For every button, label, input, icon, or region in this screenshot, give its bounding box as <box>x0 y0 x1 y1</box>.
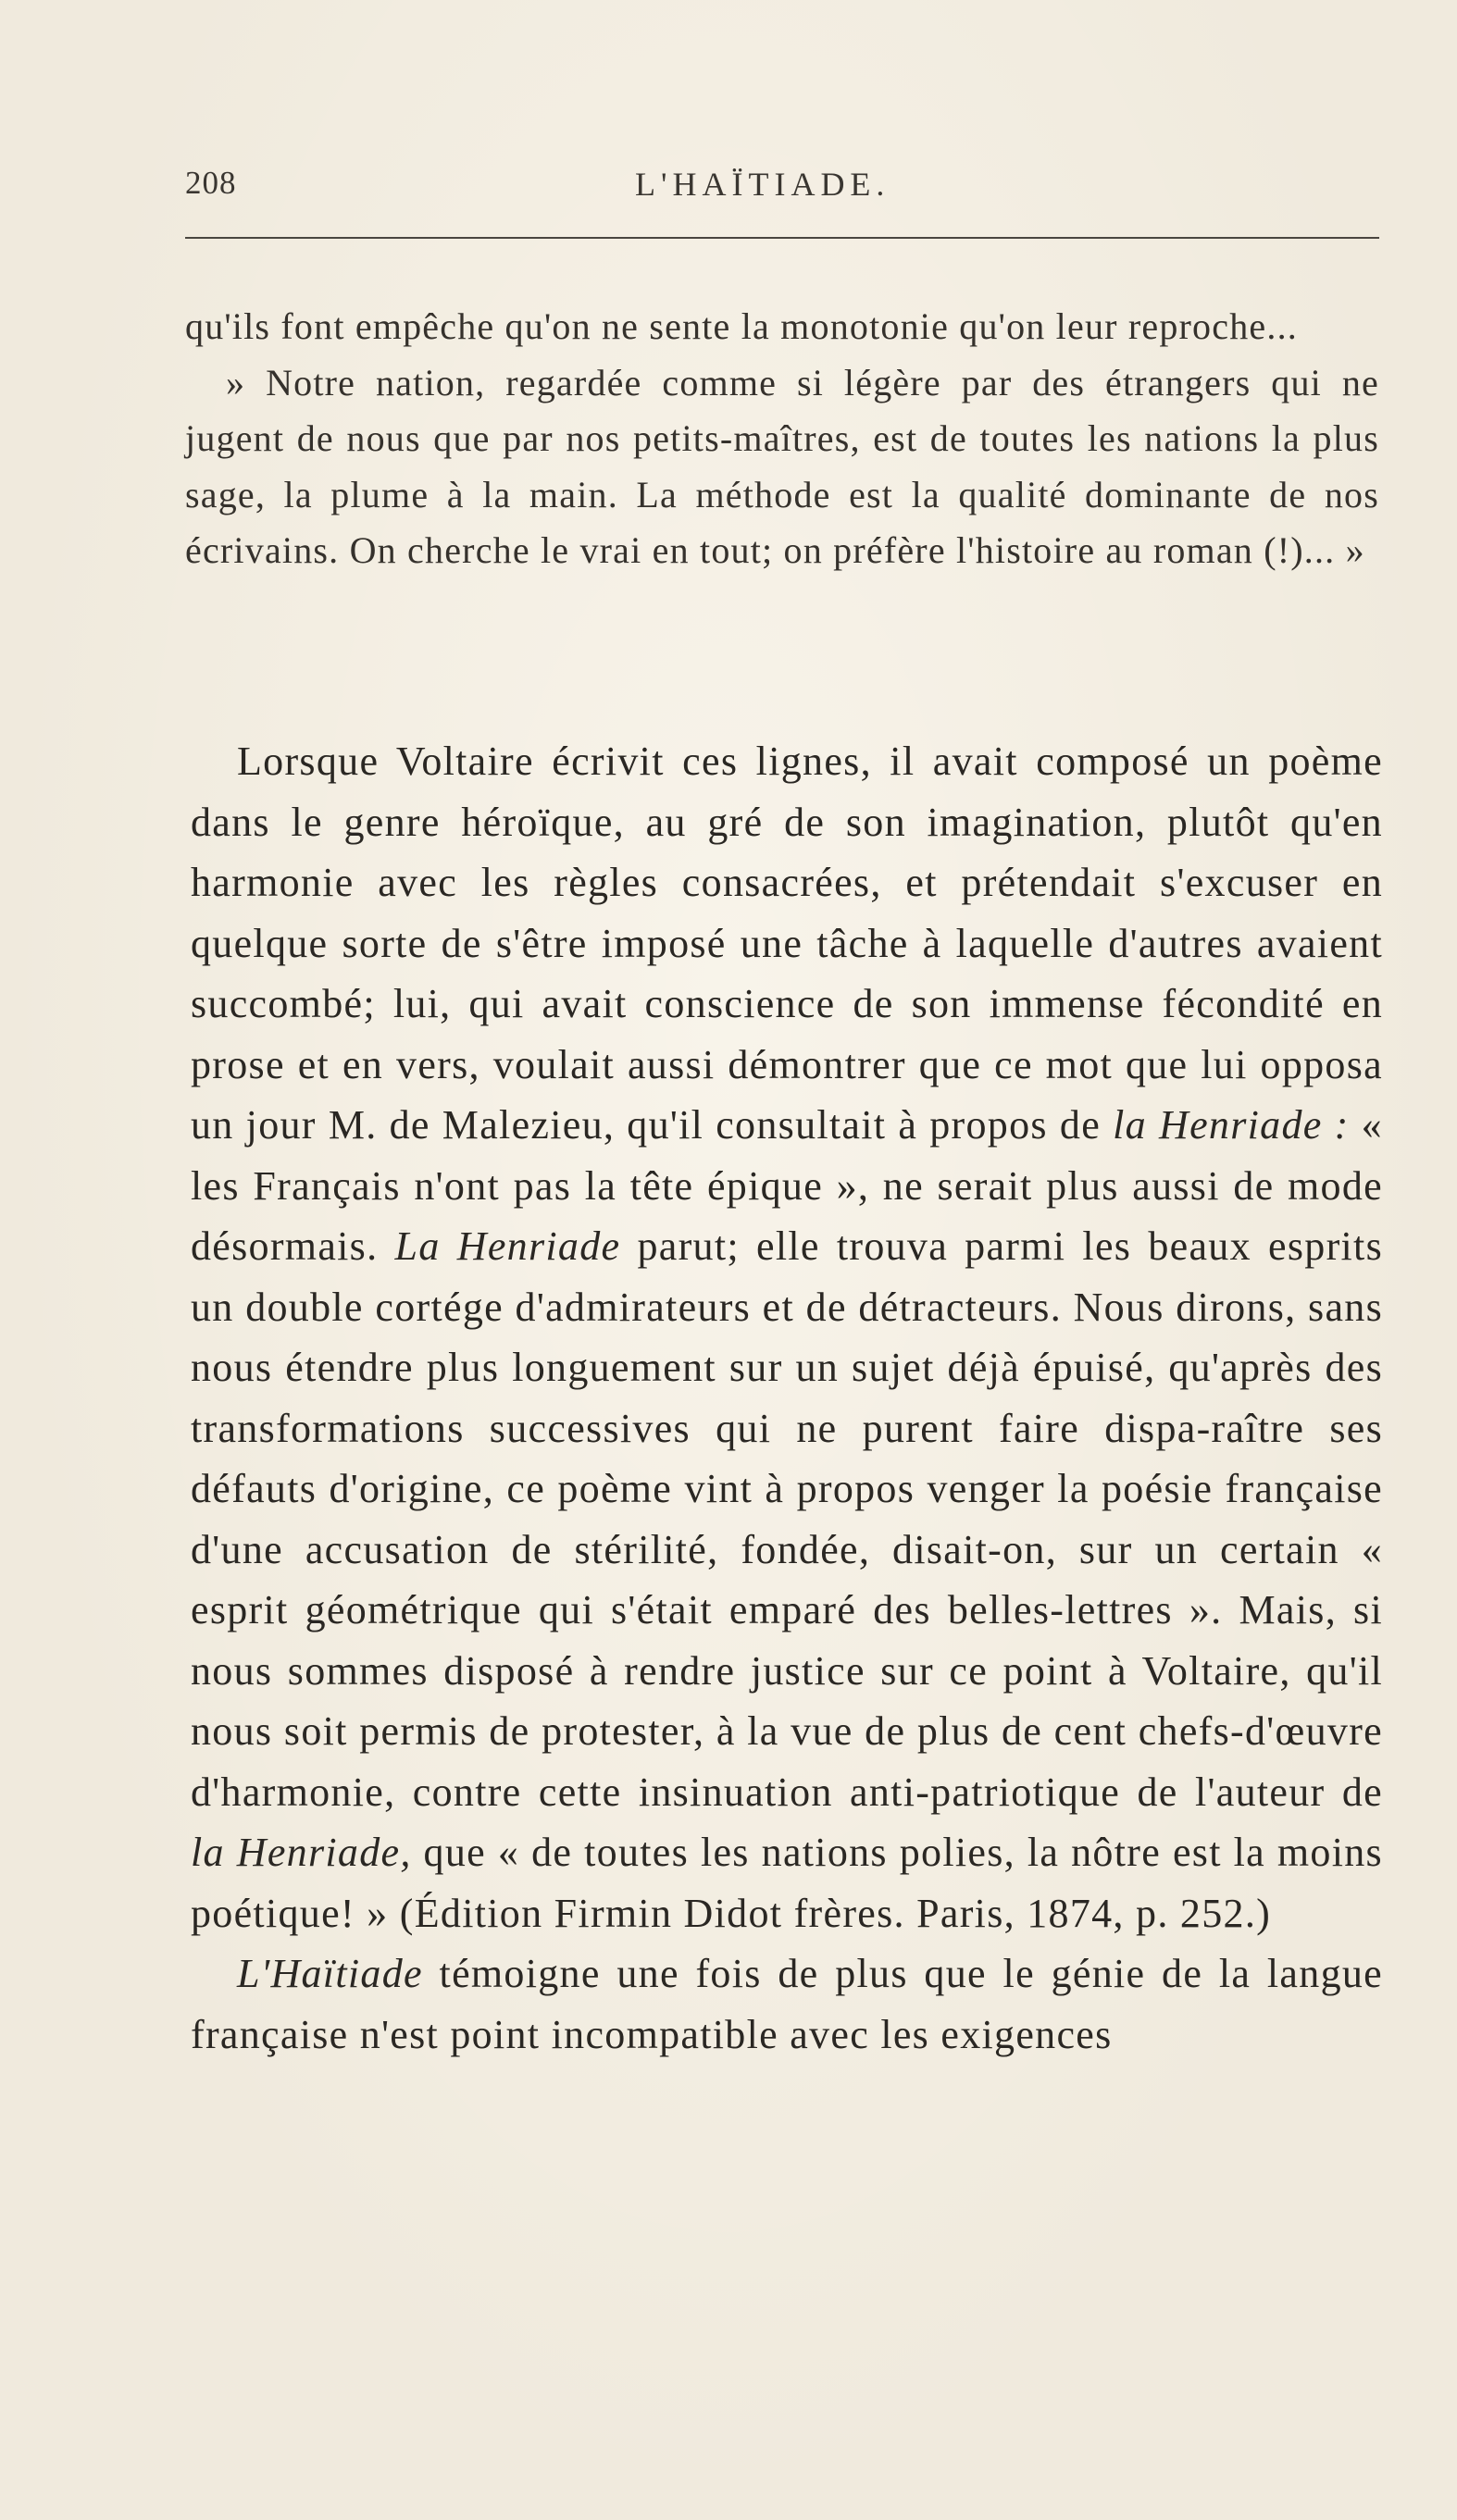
body-text-segment: « les Français n'ont pas la tête épique », ne serait plus aussi de mode désormais. <box>191 1102 1383 1269</box>
header-rule <box>185 237 1379 239</box>
italic-title: L'Haïtiade <box>237 1951 423 1996</box>
body-paragraph-2 <box>191 1943 1383 2065</box>
page-number: 208 <box>185 165 237 201</box>
body-text-segment: parut; elle trouva parmi les beaux esprits un double cortége d'admirateurs et de détracteurs. Nous dirons, sans nous étendre plus longuement sur un sujet déjà épuisé, qu'après des transformations successives qui ne purent faire dispa-raître ses défauts d'origine, ce poème vint à propos venger la poésie française d'une accusation de stérilité, fondée, disait-on, sur un certain « esprit géométrique qui s'était emparé des belles-lettres ». Mais, si nous sommes disposé à rendre justice sur ce point à Voltaire, qu'il nous soit permis de protester, à la vue de plus de cent chefs-d'œuvre d'harmonie, contre cette insinuation anti-patriotique de l'auteur de <box>191 1223 1384 1815</box>
main-text <box>191 731 1383 2065</box>
italic-title: la Henriade : <box>1113 1102 1350 1148</box>
body-text-segment: témoigne une fois de plus que le génie de la langue française n'est point incompatible avec les exigences <box>191 1951 1383 2057</box>
body-text-segment: Lorsque Voltaire écrivit ces lignes, il avait composé un poème dans le genre héroïque, au gré de son imagination, plutôt qu'en harmonie avec les règles consacrées, et prétendait s'excuser en quelque sorte de s'être imposé une tâche à laquelle d'autres avaient succombé; lui, qui avait conscience de son immense fécondité en prose et en vers, voulait aussi démontrer que ce mot que lui opposa un jour M. de Malezieu, qu'il consultait à propos de <box>191 739 1383 1148</box>
italic-title: la Henriade, <box>191 1830 412 1875</box>
quote-paragraph: » Notre nation, regardée comme si légère par des étrangers qui ne jugent de nous que par nos petits-maîtres, est de toutes les nations la plus sage, la plume à la main. La méthode est la qualité dominante de nos écrivains. On cherche le vrai en tout; on préfère l'histoire au roman (!)... » <box>185 361 1379 571</box>
running-title: L'HAÏTIADE. <box>635 166 890 203</box>
body-text-segment: que « de toutes les nations polies, la nôtre est la moins poétique! » (Édition Firmin Didot frères. Paris, 1874, p. 252.) <box>191 1830 1383 1936</box>
italic-title: La Henriade <box>394 1223 621 1269</box>
quote-line: qu'ils font empêche qu'on ne sente la monotonie qu'on leur reproche... <box>185 305 1298 347</box>
page-header <box>185 165 1389 220</box>
quoted-passage <box>185 299 1379 579</box>
body-paragraph-1 <box>191 731 1383 1943</box>
